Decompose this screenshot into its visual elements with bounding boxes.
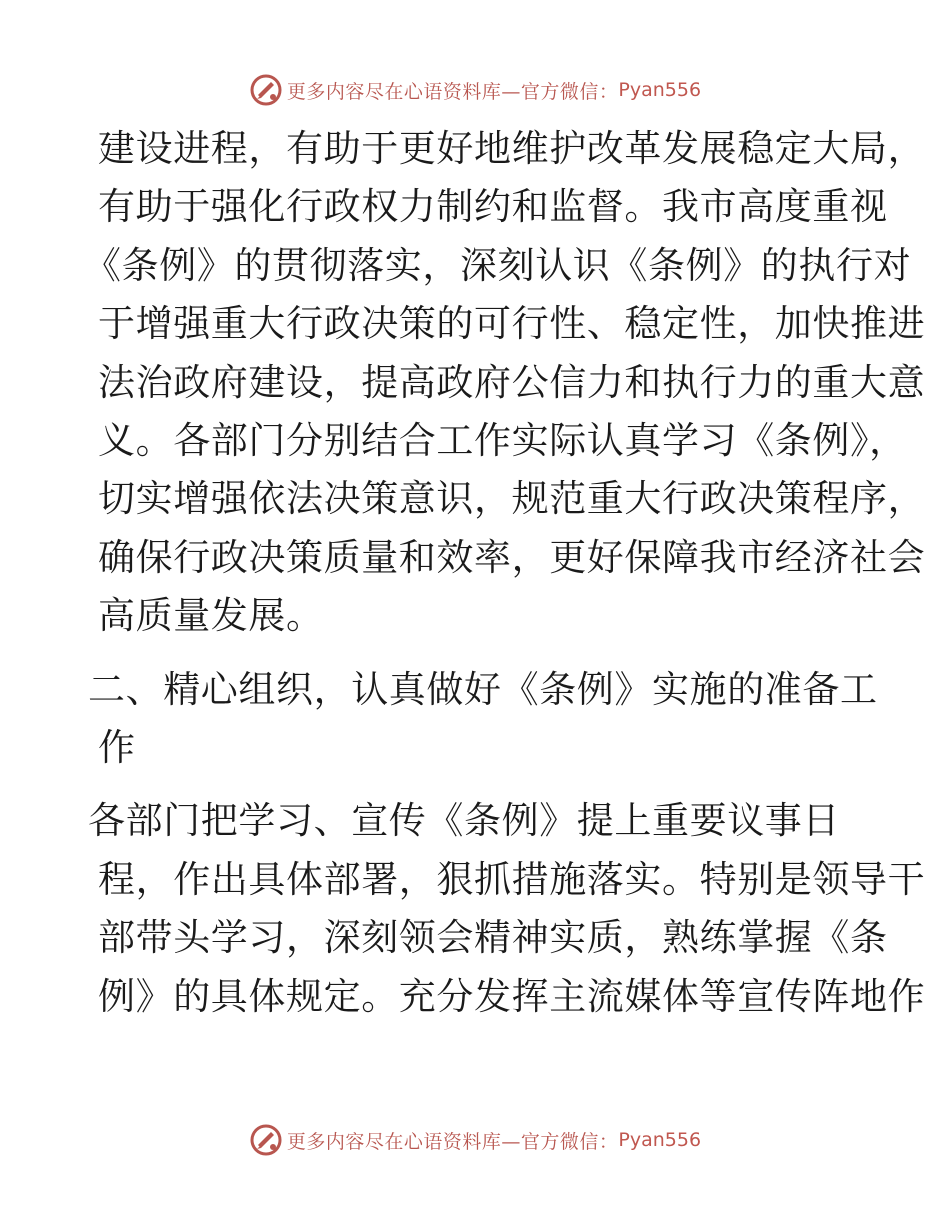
text-line: 于增强重大行政决策的可行性、稳定性，加快推进 bbox=[98, 302, 926, 346]
text-line: 例》的具体规定。充分发挥主流媒体等宣传阵地作 bbox=[98, 974, 926, 1018]
text-line: 义。各部门分别结合工作实际认真学习《条例》， bbox=[98, 419, 907, 463]
watermark-logo-icon bbox=[249, 1123, 283, 1157]
text-line: 《条例》的贯彻落实，深刻认识《条例》的执行对 bbox=[84, 243, 912, 287]
text-line: 有助于强化行政权力制约和监督。我市高度重视 bbox=[98, 185, 888, 229]
text-line: 切实增强依法决策意识，规范重大行政决策程序， bbox=[98, 477, 926, 521]
text-line: 程，作出具体部署，狠抓措施落实。特别是领导干 bbox=[98, 857, 926, 901]
body-paragraph-1 bbox=[84, 120, 926, 646]
header-watermark bbox=[0, 70, 950, 110]
text-line: 建设进程，有助于更好地维护改革发展稳定大局， bbox=[98, 127, 926, 170]
body-paragraph-2 bbox=[88, 792, 926, 1026]
text-line: 确保行政决策质量和效率，更好保障我市经济社会 bbox=[98, 535, 926, 579]
text-line: 部带头学习，深刻领会精神实质，熟练掌握《条 bbox=[98, 916, 888, 960]
watermark-wechat-id: Pyan556 bbox=[618, 1129, 702, 1151]
text-line: 法治政府建设，提高政府公信力和执行力的重大意 bbox=[98, 360, 926, 404]
document-body bbox=[84, 120, 926, 1026]
heading-line: 作 bbox=[98, 726, 136, 770]
watermark-wechat-id: Pyan556 bbox=[618, 79, 702, 101]
watermark-text: 更多内容尽在心语资料库—官方微信： bbox=[286, 1130, 619, 1153]
watermark-text: 更多内容尽在心语资料库—官方微信： bbox=[286, 80, 619, 103]
text-line: 各部门把学习、宣传《条例》提上重要议事日 bbox=[88, 799, 840, 843]
watermark-logo-icon bbox=[249, 73, 283, 107]
text-line: 高质量发展。 bbox=[98, 594, 324, 638]
footer-watermark bbox=[0, 1120, 950, 1160]
heading-line: 二、精心组织，认真做好《条例》实施的准备工 bbox=[88, 667, 878, 711]
section-heading bbox=[88, 661, 878, 778]
